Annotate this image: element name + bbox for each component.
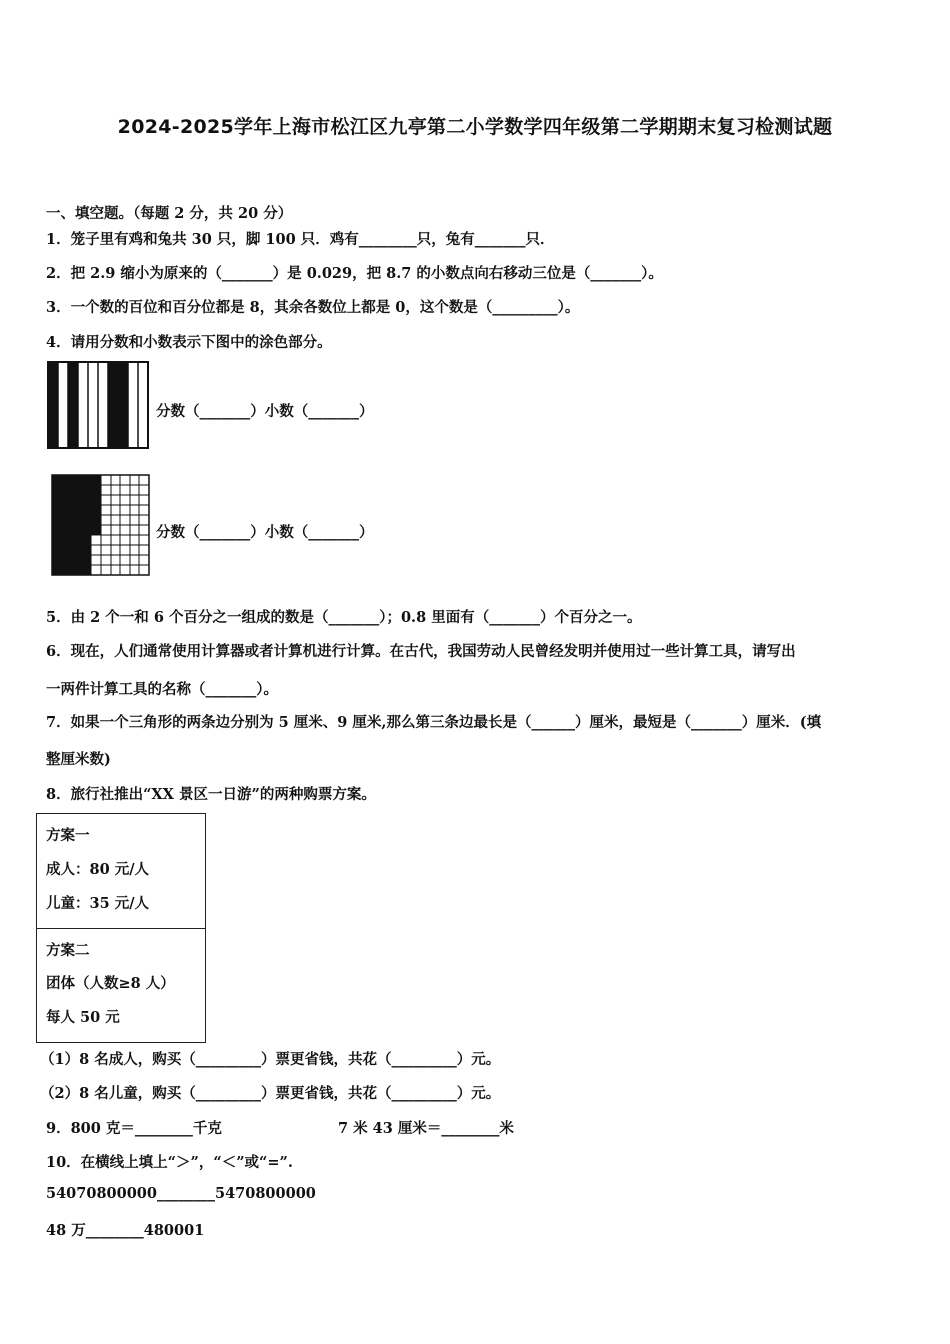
- grid-fraction-figure: [51, 474, 151, 577]
- question-4-answer-2: 分数（_______）小数（_______）: [156, 524, 374, 541]
- question-10: 10．在横线上填上“＞”，“＜”或“=”.: [46, 1154, 293, 1171]
- question-7-line-2: 整厘米数): [46, 751, 111, 768]
- plan-1-child-price: 儿童：35 元/人: [46, 895, 150, 912]
- section-heading: 一、填空题。（每题 2 分，共 20 分）: [46, 205, 293, 222]
- question-7-line-1: 7．如果一个三角形的两条边分别为 5 厘米、9 厘米,那么第三条边最长是（______）厘米，最短是（_______）厘米．(填: [46, 714, 822, 731]
- page-title: 2024-2025学年上海市松江区九亭第二小学数学四年级第二学期期末复习检测试题: [117, 116, 833, 138]
- question-2: 2．把 2.9 缩小为原来的（_______）是 0.029，把 8.7 的小数点向右移动三位是（_______）。: [46, 265, 663, 282]
- question-1: 1．笼子里有鸡和兔共 30 只，脚 100 只．鸡有________只，兔有_______只．: [46, 231, 555, 248]
- striped-fraction-figure: [47, 361, 149, 449]
- plan-2-price: 每人 50 元: [46, 1009, 120, 1026]
- question-6-line-2: 一两件计算工具的名称（_______）。: [46, 681, 278, 698]
- question-9-part-a: 9．800 克＝________千克: [46, 1120, 222, 1137]
- question-4-answer-1: 分数（_______）小数（_______）: [156, 403, 374, 420]
- question-8-part-2: （2）8 名儿童，购买（_________）票更省钱，共花（_________）元。: [40, 1085, 501, 1102]
- plan-2-name: 方案二: [46, 942, 90, 959]
- question-4: 4．请用分数和小数表示下图中的涂色部分。: [46, 334, 332, 351]
- question-8: 8．旅行社推出“XX 景区一日游”的两种购票方案。: [46, 786, 376, 803]
- question-10-part-1: 54070800000________5470800000: [46, 1185, 316, 1202]
- table-divider: [37, 928, 205, 929]
- question-5: 5．由 2 个一和 6 个百分之一组成的数是（_______）；0.8 里面有（_______）个百分之一。: [46, 609, 642, 626]
- question-10-part-2: 48 万________480001: [46, 1222, 205, 1239]
- question-8-part-1: （1）8 名成人，购买（_________）票更省钱，共花（_________）元。: [40, 1051, 501, 1068]
- question-9-part-b: 7 米 43 厘米＝________米: [338, 1120, 514, 1137]
- question-6-line-1: 6．现在，人们通常使用计算器或者计算机进行计算。在古代，我国劳动人民曾经发明并使用过一些计算工具，请写出: [46, 643, 796, 660]
- plan-1-adult-price: 成人：80 元/人: [46, 861, 150, 878]
- plan-1-name: 方案一: [46, 827, 90, 844]
- question-3: 3．一个数的百位和百分位都是 8，其余各数位上都是 0，这个数是（_________）。: [46, 299, 580, 316]
- ticket-plan-table: [36, 813, 206, 1043]
- plan-2-group-condition: 团体（人数≥8 人）: [46, 975, 175, 992]
